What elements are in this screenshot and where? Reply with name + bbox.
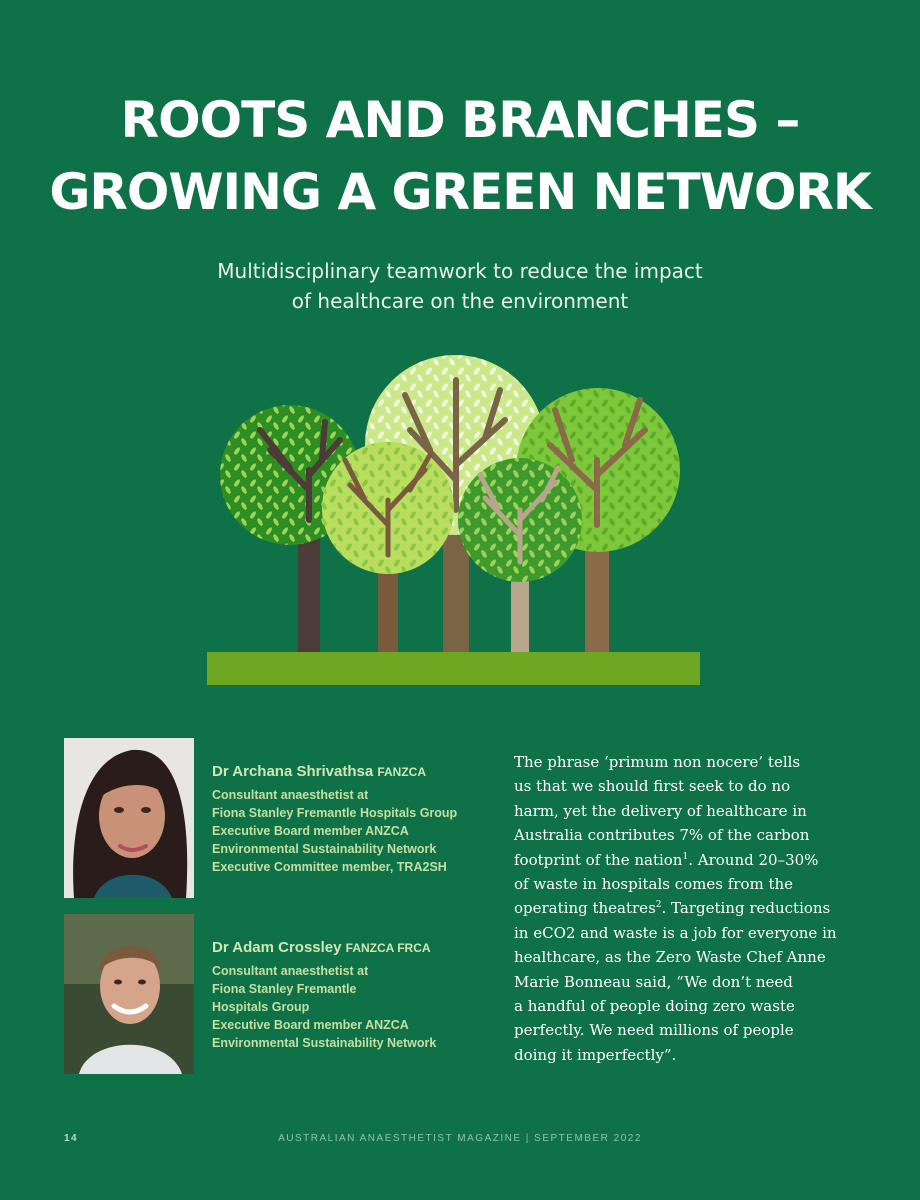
author-role-line: Hospitals Group — [212, 1000, 310, 1014]
author-photo-1 — [64, 738, 194, 898]
author-role-line: Environmental Sustainability Network — [212, 842, 437, 856]
paragraph-fragment: operating theatres — [514, 899, 656, 918]
author-role-line: Executive Board member ANZCA — [212, 1018, 409, 1032]
paragraph-line — [514, 896, 864, 920]
paragraph-line: perfectly. We need millions of people — [514, 1021, 794, 1040]
paragraph-line: doing it imperfectly”. — [514, 1045, 677, 1064]
reference-1[interactable]: 1 — [682, 851, 689, 862]
paragraph-line: of waste in hospitals comes from the — [514, 875, 794, 894]
title-line-1: ROOTS AND BRANCHES – — [120, 91, 800, 149]
author-photo-2 — [64, 914, 194, 1074]
paragraph-fragment: . Around 20–30% — [688, 850, 819, 869]
paragraph-line: healthcare, as the Zero Waste Chef Anne — [514, 948, 826, 967]
paragraph-line: Australia contributes 7% of the carbon — [514, 826, 810, 845]
article-subtitle — [0, 256, 920, 316]
author-name-1 — [212, 762, 492, 782]
author-role-line: Executive Board member ANZCA — [212, 824, 409, 838]
article-title — [0, 84, 920, 228]
author-role-line: Fiona Stanley Fremantle — [212, 982, 357, 996]
magazine-name: AUSTRALIAN ANAESTHETIST MAGAZINE | SEPTEMBER 2022 — [278, 1133, 642, 1144]
subtitle-line-2: of healthcare on the environment — [291, 289, 629, 313]
paragraph-line: us that we should first seek to do no — [514, 777, 791, 796]
paragraph-line: a handful of people doing zero waste — [514, 997, 795, 1016]
article-intro-paragraph — [514, 750, 864, 1067]
paragraph-line — [514, 848, 864, 872]
title-line-2: GROWING A GREEN NETWORK — [49, 163, 871, 221]
ground-strip — [207, 652, 700, 685]
paragraph-line: harm, yet the delivery of healthcare in — [514, 801, 807, 820]
trees-illustration — [200, 350, 720, 695]
author-role-line: Executive Committee member, TRA2SH — [212, 860, 447, 874]
author-role-line: Consultant anaesthetist at — [212, 964, 369, 978]
paragraph-fragment: . Targeting reductions — [661, 899, 831, 918]
paragraph-fragment: footprint of the nation — [514, 850, 683, 869]
author-credentials-1: FANZCA — [377, 765, 427, 779]
author-credentials-2: FANZCA FRCA — [345, 941, 431, 955]
paragraph-line: Marie Bonneau said, “We don’t need — [514, 972, 793, 991]
author-name-text-1: Dr Archana Shrivathsa — [212, 763, 374, 780]
subtitle-line-1: Multidisciplinary teamwork to reduce the impact — [217, 259, 703, 283]
reference-2[interactable]: 2 — [655, 900, 662, 911]
author-role-line: Environmental Sustainability Network — [212, 1036, 437, 1050]
paragraph-line: The phrase ‘primum non nocere’ tells — [514, 753, 801, 771]
author-role-line: Fiona Stanley Fremantle Hospitals Group — [212, 806, 458, 820]
author-info-1 — [212, 762, 492, 876]
tree-green-front — [458, 458, 582, 652]
paragraph-line: in eCO2 and waste is a job for everyone in — [514, 923, 837, 942]
page-number: 14 — [64, 1133, 79, 1144]
author-roles-2 — [212, 962, 492, 1052]
tree-lime-front — [322, 442, 454, 652]
author-role-line: Consultant anaesthetist at — [212, 788, 369, 802]
page-footer — [0, 1133, 920, 1149]
author-name-text-2: Dr Adam Crossley — [212, 939, 342, 956]
author-name-2 — [212, 938, 492, 958]
author-roles-1 — [212, 786, 492, 876]
author-info-2 — [212, 938, 492, 1052]
